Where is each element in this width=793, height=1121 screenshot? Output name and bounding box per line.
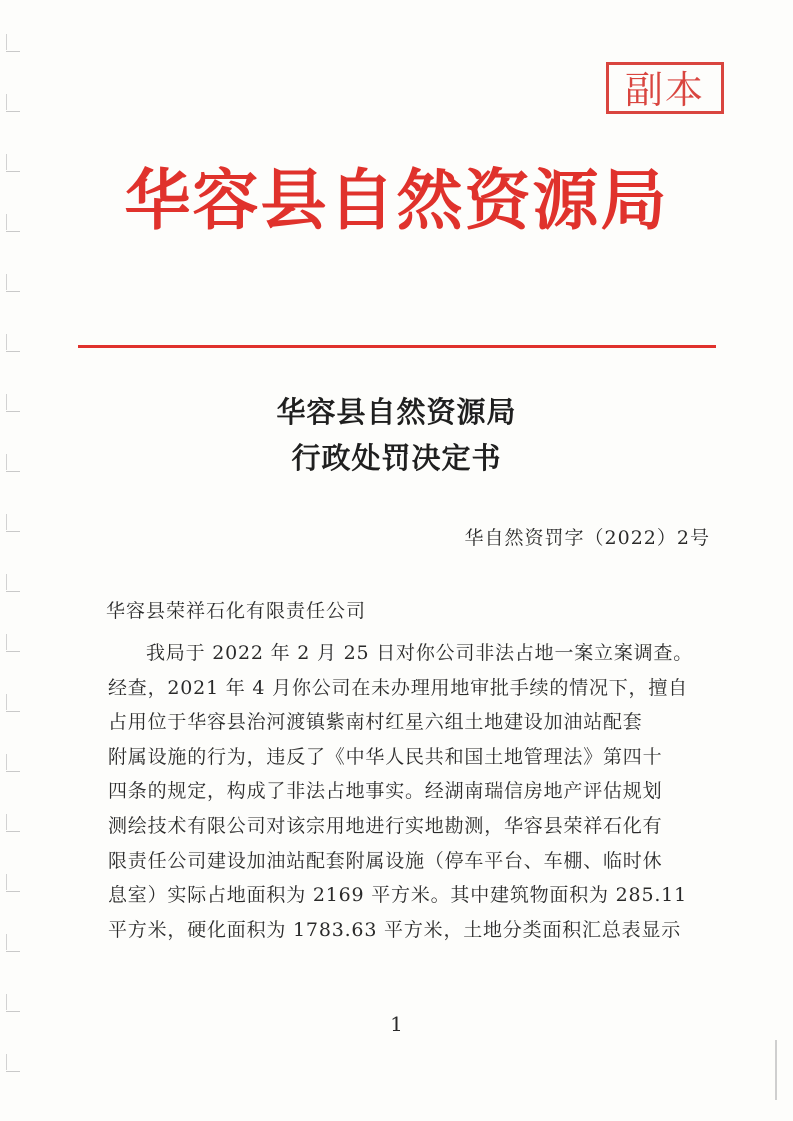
addressee: 华容县荣祥石化有限责任公司	[106, 600, 367, 622]
body-line: 测绘技术有限公司对该宗用地进行实地勘测，华容县荣祥石化有	[108, 814, 663, 837]
agency-masthead: 华容县自然资源局	[124, 161, 669, 239]
document-title-agency: 华容县自然资源局	[276, 395, 517, 429]
body-line: 限责任公司建设加油站配套附属设施（停车平台、车棚、临时休	[108, 849, 663, 872]
binding-edge-marks	[6, 20, 24, 1100]
body-line: 四条的规定，构成了非法占地事实。经湖南瑞信房地产评估规划	[108, 780, 663, 803]
copy-stamp: 副本	[606, 62, 724, 114]
red-divider-rule	[78, 345, 716, 348]
body-line: 附属设施的行为，违反了《中华人民共和国土地管理法》第四十	[108, 745, 663, 768]
document-number: 华自然资罚字（2022）2号	[464, 527, 710, 549]
body-paragraph	[108, 636, 700, 947]
scan-edge-mark	[775, 1040, 777, 1100]
body-line: 占用位于华容县治河渡镇紫南村红星六组土地建设加油站配套	[108, 711, 643, 734]
body-line: 我局于 2022 年 2 月 25 日对你公司非法占地一案立案调查。	[146, 642, 694, 664]
body-line: 息室）实际占地面积为 2169 平方米。其中建筑物面积为 285.11	[108, 884, 687, 907]
page-number: 1	[390, 1012, 403, 1036]
document-title-type: 行政处罚决定书	[291, 441, 502, 475]
body-line: 平方米，硬化面积为 1783.63 平方米，土地分类面积汇总表显示	[108, 918, 682, 941]
body-line: 经查，2021 年 4 月你公司在未办理用地审批手续的情况下，擅自	[108, 676, 688, 699]
